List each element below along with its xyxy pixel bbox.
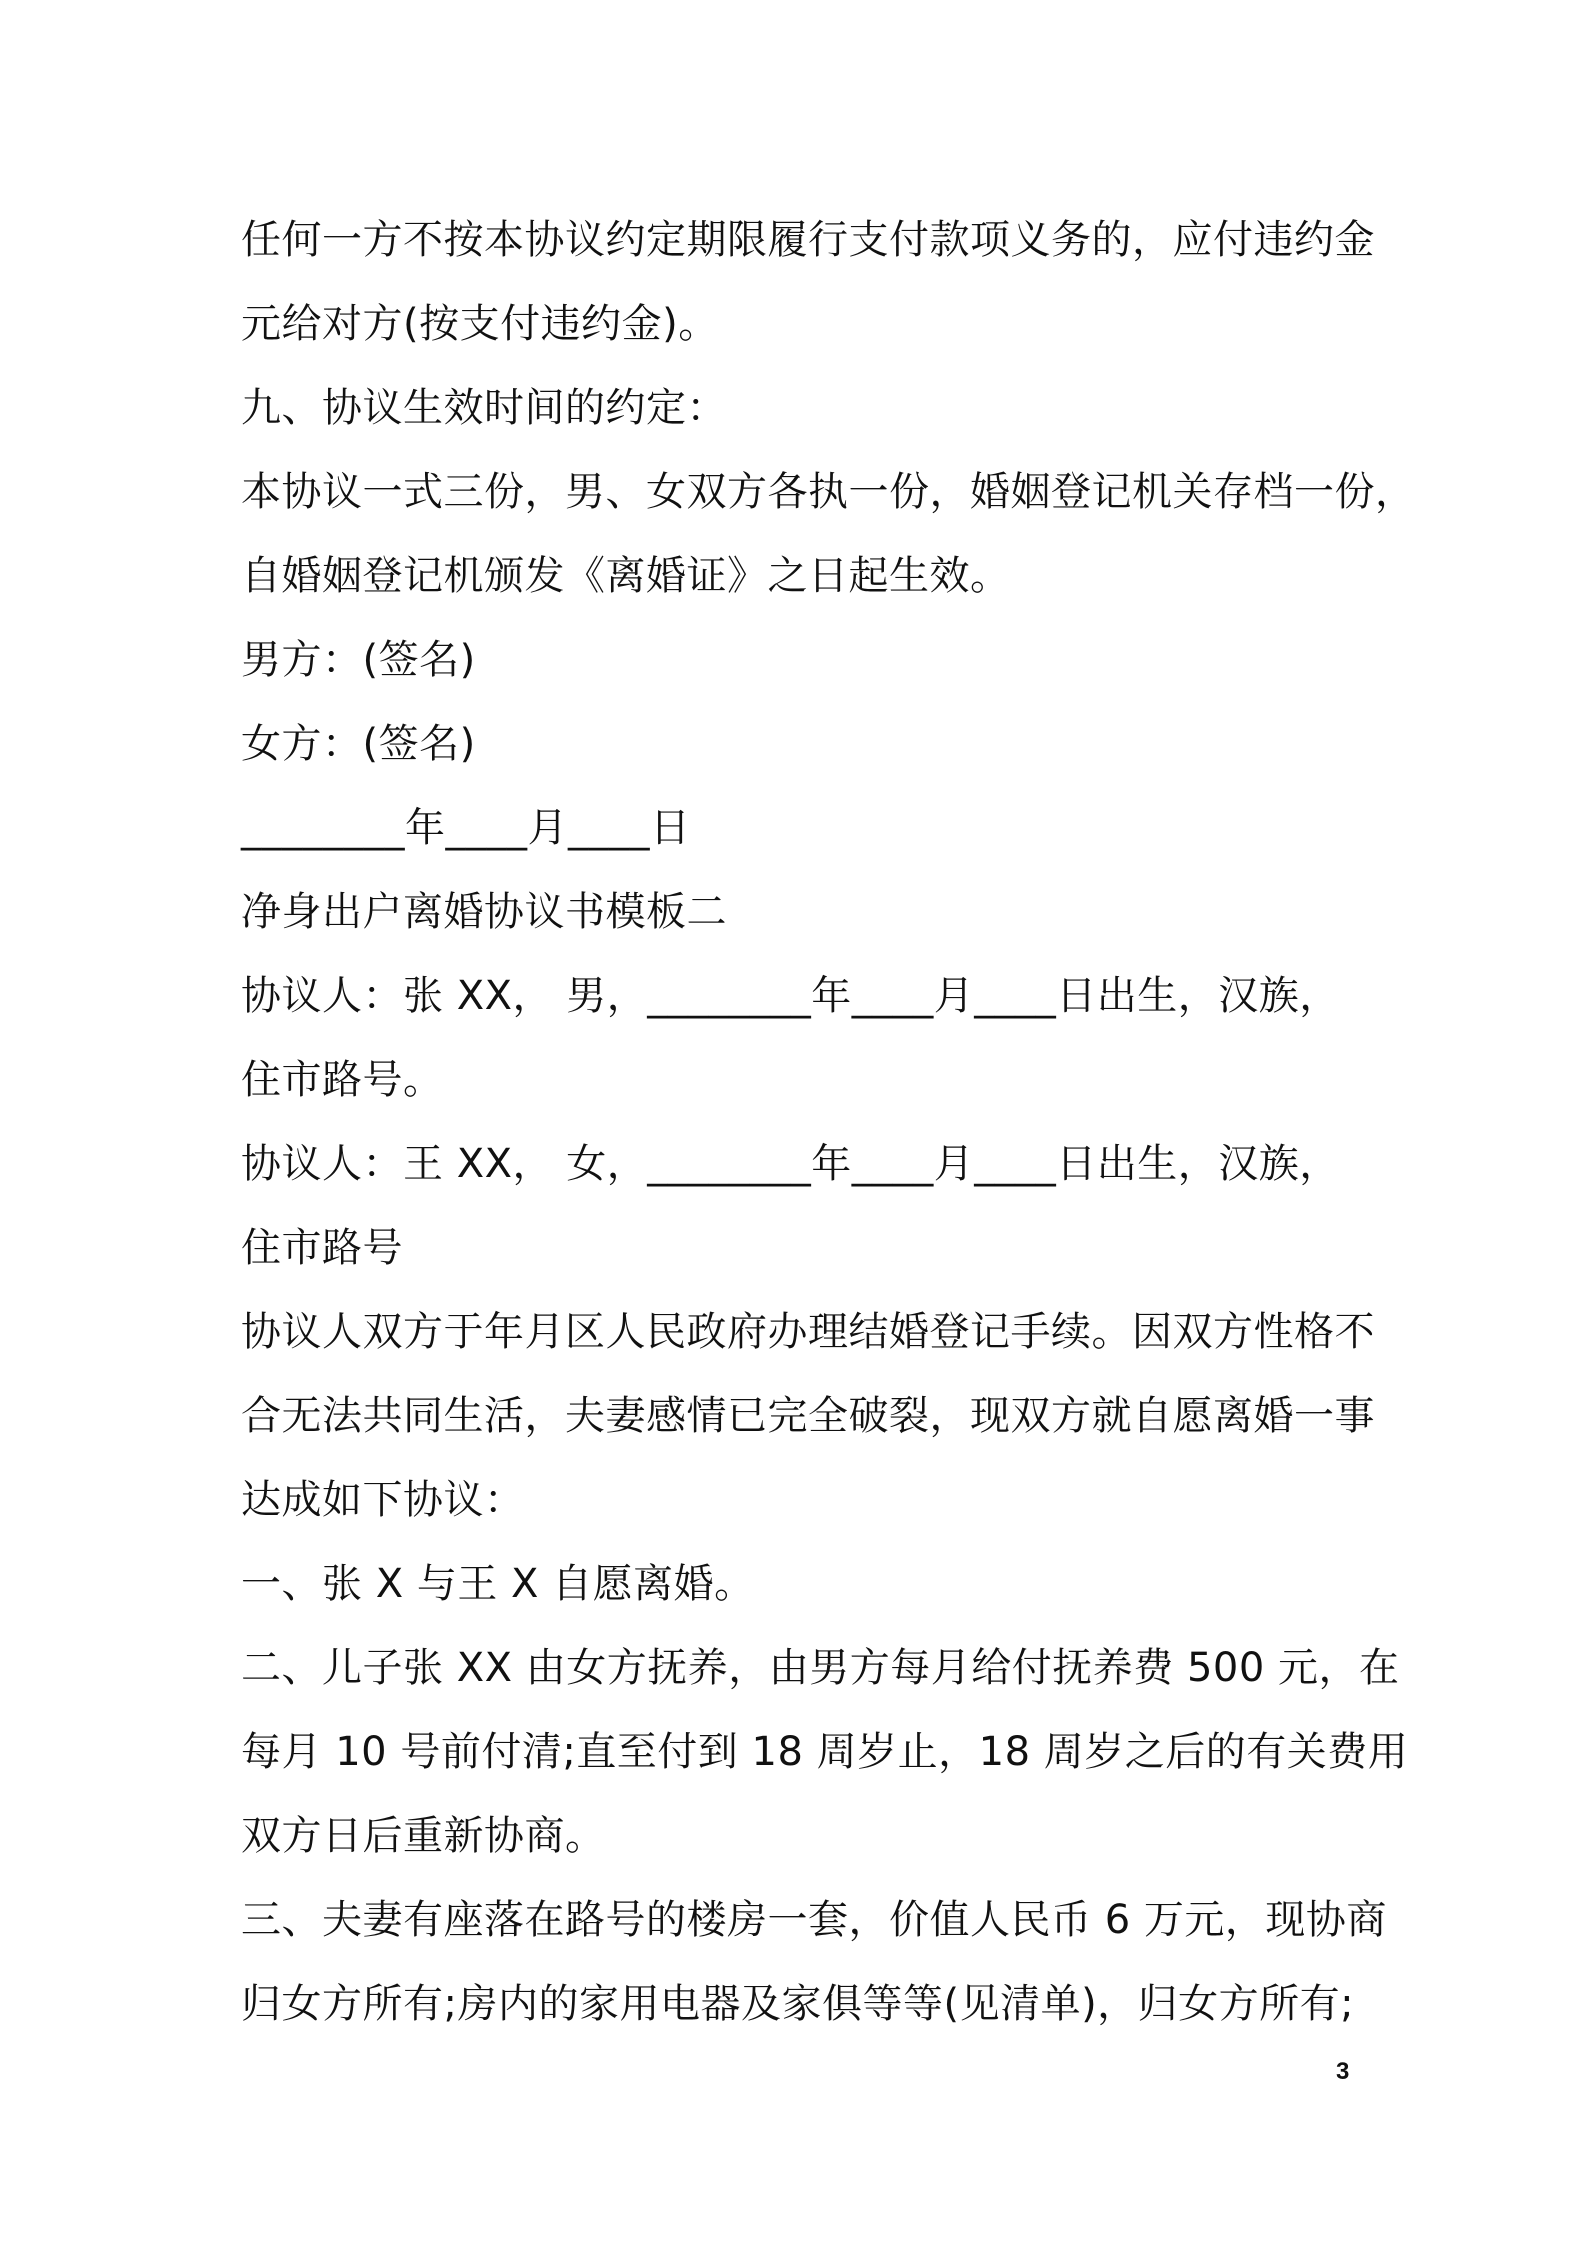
clause-1: 一、张 X 与王 X 自愿离婚。 — [241, 1561, 755, 1607]
clause-3-line-2: 归女方所有;房内的家用电器及家俱等等(见清单)，归女方所有; — [241, 1981, 1355, 2027]
text-line-1: 任何一方不按本协议约定期限履行支付款项义务的，应付违约金 — [241, 217, 1375, 263]
text-line-4: 本协议一式三份，男、女双方各执一份，婚姻登记机关存档一份， — [241, 469, 1416, 515]
document-body — [241, 198, 1416, 2046]
male-signature-line: 男方：(签名) — [241, 637, 476, 683]
template-title: 净身出户离婚协议书模板二 — [241, 889, 727, 935]
text-line-16: 达成如下协议： — [241, 1477, 525, 1523]
text-line-14: 协议人双方于年月区人民政府办理结婚登记手续。因双方性格不 — [241, 1309, 1375, 1355]
party-1-line: 协议人：张 XX， 男，________年____月____日出生，汉族， — [241, 973, 1340, 1019]
clause-2-line-3: 双方日后重新协商。 — [241, 1813, 606, 1859]
clause-2-line-2: 每月 10 号前付清;直至付到 18 周岁止，18 周岁之后的有关费用 — [241, 1729, 1409, 1775]
text-line-15: 合无法共同生活，夫妻感情已完全破裂，现双方就自愿离婚一事 — [241, 1393, 1375, 1439]
clause-3-line-1: 三、夫妻有座落在路号的楼房一套，价值人民币 6 万元，现协商 — [241, 1897, 1387, 1943]
page-number: 3 — [1336, 2058, 1350, 2085]
party-2-address: 住市路号 — [241, 1225, 403, 1271]
text-line-2: 元给对方(按支付违约金)。 — [241, 301, 719, 347]
text-line-5: 自婚姻登记机颁发《离婚证》之日起生效。 — [241, 553, 1011, 599]
date-line: ________年____月____日 — [241, 805, 691, 851]
party-2-line: 协议人：王 XX， 女，________年____月____日出生，汉族， — [241, 1141, 1340, 1187]
female-signature-line: 女方：(签名) — [241, 721, 476, 767]
party-1-address: 住市路号。 — [241, 1057, 444, 1103]
section-heading-9: 九、协议生效时间的约定： — [241, 385, 727, 431]
clause-2-line-1: 二、儿子张 XX 由女方抚养，由男方每月给付抚养费 500 元，在 — [241, 1645, 1400, 1691]
